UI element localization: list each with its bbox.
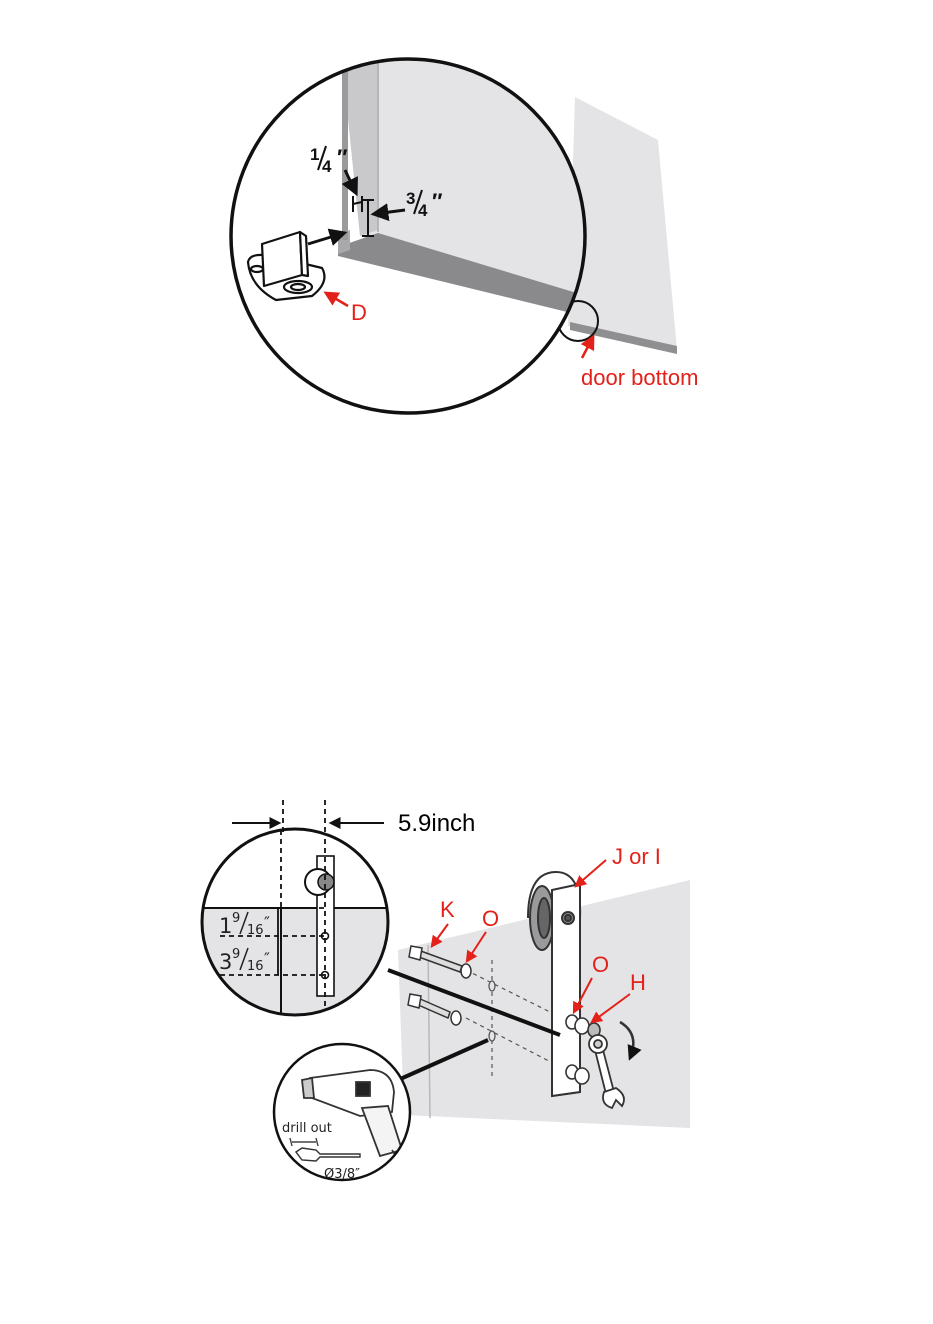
svg-text:4: 4 xyxy=(418,201,428,220)
dim-three-nine-sixteenths: 3 xyxy=(219,950,233,974)
label-k: K xyxy=(440,897,455,922)
dim-one-nine-sixteenths: 1 xyxy=(219,914,233,938)
spacing-label: 5.9inch xyxy=(398,810,476,837)
label-o-left: O xyxy=(482,906,500,931)
label-j-or-i: J or I xyxy=(612,844,661,869)
door-bottom-label: door bottom xyxy=(581,365,699,390)
svg-text:″: ″ xyxy=(264,913,270,932)
svg-text:″: ″ xyxy=(432,189,443,214)
svg-text:4: 4 xyxy=(322,157,332,176)
svg-text:16: 16 xyxy=(247,923,264,938)
drill-out-label: drill out xyxy=(282,1121,332,1136)
quarter-inch-label: 1 xyxy=(310,145,320,164)
drill-size-label: Ø3/8″ xyxy=(324,1167,361,1182)
svg-text:9: 9 xyxy=(232,947,241,962)
top-figure xyxy=(230,40,698,418)
bottom-figure xyxy=(200,800,690,1190)
label-h: H xyxy=(630,970,646,995)
label-o-right: O xyxy=(592,952,610,977)
svg-text:″: ″ xyxy=(264,949,270,968)
svg-text:″: ″ xyxy=(337,145,348,170)
svg-text:16: 16 xyxy=(247,959,264,974)
three-quarter-inch-label: 3 xyxy=(406,189,416,208)
svg-text:9: 9 xyxy=(232,911,241,926)
part-d-label: D xyxy=(351,300,367,325)
